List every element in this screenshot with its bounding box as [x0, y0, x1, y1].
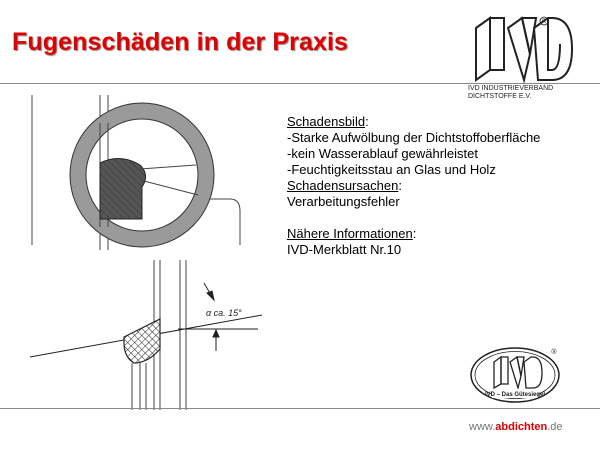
seal-registered-mark: ®	[551, 349, 557, 356]
logo-text	[468, 85, 553, 101]
spacer	[287, 210, 540, 226]
ivd-logo	[468, 14, 578, 84]
svg-text:R: R	[541, 19, 547, 25]
schadensbild-label: Schadensbild	[287, 114, 366, 129]
more-info-label: Nähere Informationen	[287, 226, 413, 241]
angle-label: α ca. 15°	[206, 308, 242, 318]
schadensbild-item: -Starke Aufwölbung der Dichtstoffoberfläche	[287, 130, 541, 145]
logo-line-1: IVD INDUSTRIEVERBAND	[468, 85, 554, 92]
more-info-link[interactable]: IVD-Merkblatt Nr.10	[287, 242, 402, 257]
logo-line-2: DICHTSTOFFE E.V.	[468, 93, 532, 100]
schadensbild-heading: Schadensbild:	[287, 114, 369, 129]
schadensbild-item: -Feuchtigkeitsstau an Glas und Holz	[287, 162, 496, 177]
ivd-seal-logo	[470, 346, 560, 404]
website-link[interactable]: www.abdichten.de	[469, 421, 563, 433]
info-block	[287, 114, 540, 258]
ursachen-label: Schadensursachen	[287, 178, 399, 193]
bottom-divider	[0, 408, 600, 409]
more-info-heading: Nähere Informationen:	[287, 226, 417, 241]
ursachen-text: Verarbeitungsfehler	[287, 194, 400, 209]
joint-diagram	[0, 95, 280, 410]
seal-caption: IVD – Das Gütesiegel	[484, 392, 546, 398]
schadensbild-item: -kein Wasserablauf gewährleistet	[287, 146, 478, 161]
slide-title: Fugenschäden in der Praxis	[12, 28, 349, 56]
ursachen-heading: Schadensursachen:	[287, 178, 402, 193]
logo-registered-mark	[540, 17, 548, 25]
